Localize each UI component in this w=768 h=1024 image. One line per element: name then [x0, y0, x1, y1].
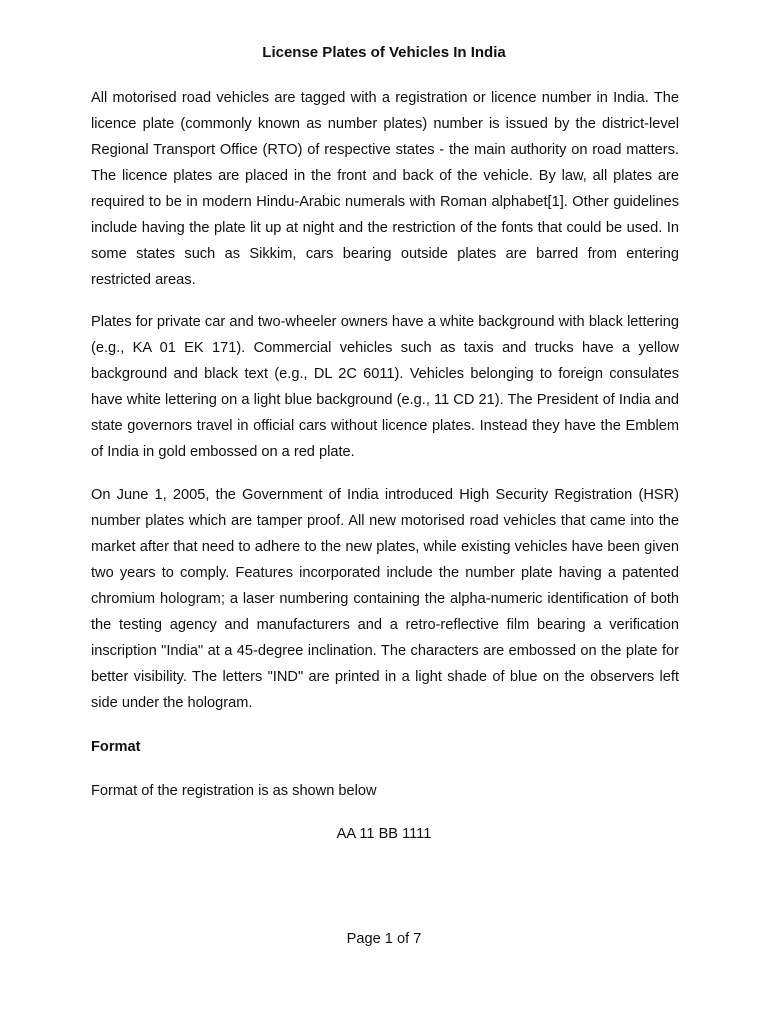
- format-example: AA 11 BB 1111: [336, 826, 432, 842]
- paragraph-plate-colors: Plates for private car and two-wheeler owners have a white background with black lettering (e.g., KA 01 EK 171). Commercial vehicles such as taxis and trucks have a yellow background and black text (e.g., DL 2C 6011). Vehicles belonging to foreign consulates have white lettering on a light blue background (e.g., 11 CD 21). The President of India and state governors travel in official cars without licence plates. Instead they have the Emblem of India in gold embossed on a red plate.: [91, 314, 679, 460]
- paragraph-intro: All motorised road vehicles are tagged with a registration or licence number in India. The licence plate (commonly known as number plates) number is issued by the district-level Regional Transport Office (RTO) of respective states - the main authority on road matters. The licence plates are placed in the front and back of the vehicle. By law, all plates are required to be in modern Hindu-Arabic numerals with Roman alphabet[1]. Other guidelines include having the plate lit up at night and the restriction of the fonts that could be used. In some states such as Sikkim, cars bearing outside plates are barred from entering restricted areas.: [91, 90, 679, 288]
- page-number: Page 1 of 7: [346, 931, 422, 947]
- format-heading: Format: [91, 739, 141, 755]
- document-title: License Plates of Vehicles In India: [262, 44, 506, 61]
- paragraph-hsr-plates: On June 1, 2005, the Government of India introduced High Security Registration (HSR) number plates which are tamper proof. All new motorised road vehicles that came into the market after that need to adhere to the new plates, while existing vehicles have been given two years to comply. Features incorporated include the number plate having a patented chromium hologram; a laser numbering containing the alpha-numeric identification of both the testing agency and manufacturers and a retro-reflective film bearing a verification inscription "India" at a 45-degree inclination. The characters are embossed on the plate for better visibility. The letters "IND" are printed in a light shade of blue on the observers left side under the hologram.: [91, 487, 679, 711]
- format-intro: Format of the registration is as shown below: [91, 783, 377, 799]
